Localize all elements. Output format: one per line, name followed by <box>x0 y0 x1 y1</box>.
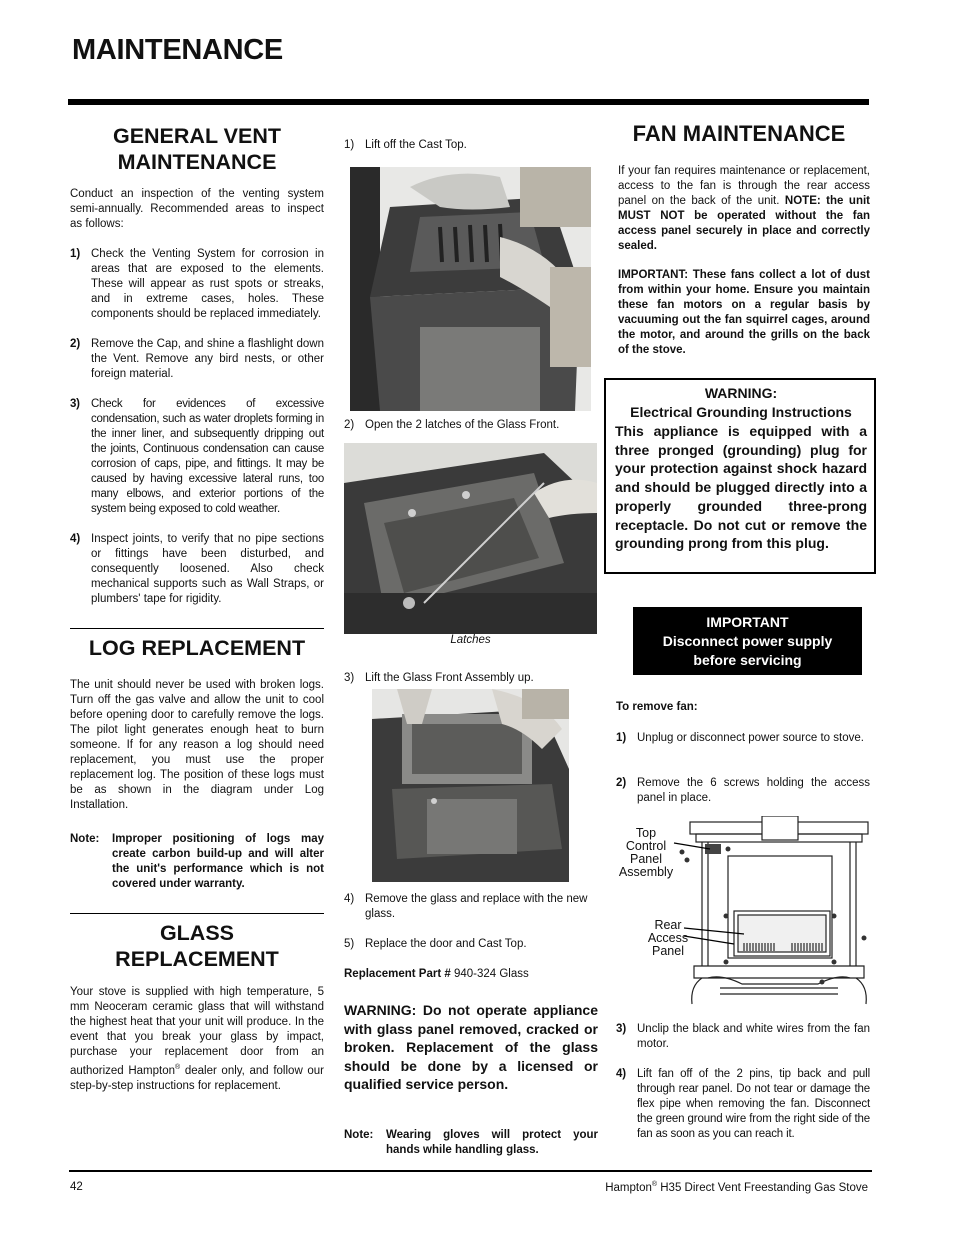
step-number: 1) <box>344 139 355 151</box>
step-number: 1) <box>616 732 627 744</box>
important-line1: IMPORTANT <box>706 614 789 630</box>
general-vent-list <box>70 247 324 607</box>
important-disconnect-box <box>633 607 862 675</box>
item-number: 4) <box>70 533 81 545</box>
glass-replacement-body <box>70 985 324 1094</box>
note-label: Note: <box>344 1129 374 1141</box>
general-vent-heading-line1: GENERAL VENT <box>112 124 282 148</box>
footer-product-name: H35 Direct Vent Freestanding Gas Stove <box>657 1181 868 1194</box>
footer-rule <box>69 1170 872 1172</box>
log-replacement-heading: LOG REPLACEMENT <box>88 636 306 660</box>
glass-step-3 <box>344 671 598 686</box>
step-number: 4) <box>616 1068 626 1080</box>
top-rule <box>68 99 869 105</box>
latches-caption: Latches <box>450 634 491 646</box>
list-item <box>70 532 324 607</box>
step-text: Lift fan off of the 2 pins, tip back and pull through rear panel. Do not tear or damage the flex pipe when removing the fan. Disconnect the green ground wire from the right side of the fan as soon as you can reach it. <box>637 1068 870 1140</box>
note-text: Wearing gloves will protect your hands while handling glass. <box>386 1129 598 1156</box>
page-title: MAINTENANCE <box>72 34 283 66</box>
photo-lift-glass-front <box>372 689 569 882</box>
general-vent-heading <box>70 123 324 175</box>
warning-text: This appliance is equipped with a three pronged (grounding) plug for your protection against shock hazard and should be plugged directly into a properly grounded three-prong receptacle. Do not cut or remove the grounding prong from this plug. <box>615 423 867 552</box>
photo-open-latches <box>344 443 597 634</box>
item-text: Check for evidences of excessive condensation, such as water droplets forming in the inner liner, and subsequently dripping out the joints, Continuous condensation can cause corrosion of caps, pipe, and fittings. It may be caused by having excessive lateral runs, too many elbows, and exterior portions of the system being exposed to cold weather. <box>91 398 324 515</box>
item-number: 3) <box>70 398 80 410</box>
footer-product <box>605 1181 868 1194</box>
glass-note <box>344 1128 598 1158</box>
glass-warning: WARNING: Do not operate appliance with glass panel removed, cracked or broken. Replacement of the glass should be done by a licensed or qualified service person. <box>344 1002 598 1093</box>
step-text: Remove the glass and replace with the new glass. <box>365 893 588 920</box>
glass-step-2 <box>344 418 598 433</box>
step-number: 3) <box>616 1023 627 1035</box>
glass-replacement-heading <box>70 920 324 972</box>
step-text: Lift off the Cast Top. <box>365 139 467 151</box>
important-line2: Disconnect power supply <box>662 633 833 649</box>
general-vent-heading-line2: MAINTENANCE <box>117 150 277 174</box>
glass-step-4 <box>344 892 598 922</box>
label-line: Assembly <box>618 865 674 879</box>
general-vent-intro: Conduct an inspection of the venting system semi-annually. Recommended areas to inspect as follows: <box>70 188 324 230</box>
fan-step-1 <box>616 731 870 746</box>
step-text: Open the 2 latches of the Glass Front. <box>365 419 560 431</box>
step-text: Lift the Glass Front Assembly up. <box>365 672 534 684</box>
label-line: Access <box>647 931 689 945</box>
step-number: 2) <box>344 419 355 431</box>
photo-lift-cast-top <box>350 167 591 411</box>
glass-step-1 <box>344 138 598 153</box>
replacement-part <box>344 967 598 982</box>
registered-mark: ® <box>175 1064 181 1071</box>
note-text: Improper positioning of logs may create carbon build-up and will alter the unit's performance which is not covered under warranty. <box>112 833 324 890</box>
label-line: Top <box>635 826 657 840</box>
step-text: Unplug or disconnect power source to stove. <box>637 732 864 744</box>
fan-step-4 <box>616 1067 870 1142</box>
label-rear-access-panel <box>640 919 696 958</box>
remove-fan-heading: To remove fan: <box>616 701 698 713</box>
glass-step-5 <box>344 937 598 952</box>
glass-heading-line2: REPLACEMENT <box>115 947 279 971</box>
label-line: Rear <box>654 918 682 932</box>
step-number: 2) <box>616 777 627 789</box>
log-replacement-note <box>70 832 324 892</box>
step-text: Remove the 6 screws holding the access panel in place. <box>637 777 870 804</box>
registered-mark: ® <box>651 1181 658 1188</box>
item-text: Inspect joints, to verify that no pipe sections or fittings have been disturbed, and consequently loosened. Also check mechanical supports such as Wall Straps, or plumbers' tape for rigidity. <box>91 533 324 605</box>
glass-body-part1: Your stove is supplied with high temperature, 5 mm Neoceram ceramic glass that will withstand the highest heat that your unit will produce. In the event that you break your glass by impact, purchase your replacement door from an authorized Hampton <box>70 986 324 1077</box>
list-item <box>70 337 324 382</box>
glass-heading-line1: GLASS <box>159 921 235 945</box>
step-text: Replace the door and Cast Top. <box>365 938 527 950</box>
warning-title: WARNING: <box>704 385 778 401</box>
fan-step-3 <box>616 1022 870 1052</box>
page-number: 42 <box>70 1181 83 1193</box>
step-text: Unclip the black and white wires from the fan motor. <box>637 1023 870 1050</box>
important-line3: before servicing <box>693 652 802 668</box>
glass-body-part2: dealer only, and follow our step-by-step instructions for replacement. <box>70 1064 325 1092</box>
fan-maintenance-heading: FAN MAINTENANCE <box>632 121 846 146</box>
warning-subtitle: Electrical Grounding Instructions <box>630 404 852 420</box>
replacement-part-value: 940-324 Glass <box>450 968 529 980</box>
list-item <box>70 247 324 322</box>
fan-intro-text: If your fan requires maintenance or replacement, access to the fan is through the rear access panel on the back of the unit. <box>618 165 870 207</box>
list-item <box>70 397 324 517</box>
section-divider <box>70 913 324 914</box>
label-line: Panel <box>652 944 684 958</box>
log-replacement-body: The unit should never be used with broken logs. Turn off the gas valve and allow the unit to cool before opening door to carefully remove the logs. The pilot light generates enough heat to burn someone. If for any reason a log should need replacement, you must use the proper replacement log. The position of these logs must be as shown in the diagram under Log Installation. <box>70 679 324 811</box>
footer-brand: Hampton <box>605 1181 652 1194</box>
note-label: Note: <box>70 833 100 845</box>
grounding-warning-box <box>604 378 876 574</box>
step-number: 3) <box>344 672 355 684</box>
item-number: 1) <box>70 248 81 260</box>
fan-intro <box>618 164 870 254</box>
item-number: 2) <box>70 338 81 350</box>
item-text: Check the Venting System for corrosion in areas that are exposed to the elements. These will appear as rust spots or streaks, and in extreme cases, holes. These components should be replaced immediately. <box>91 248 324 320</box>
item-text: Remove the Cap, and shine a flashlight down the Vent. Remove any bird nests, or other foreign material. <box>91 338 324 380</box>
label-line: Panel <box>630 852 662 866</box>
fan-intro-note: NOTE: the unit MUST NOT be operated without the fan access panel securely in place and correctly sealed. <box>618 195 870 252</box>
step-number: 4) <box>344 893 355 905</box>
stove-rear-diagram <box>612 816 874 1012</box>
fan-step-2 <box>616 776 870 806</box>
section-divider <box>70 628 324 629</box>
label-top-control-panel <box>612 827 680 879</box>
replacement-part-label: Replacement Part # <box>344 968 451 980</box>
step-number: 5) <box>344 938 355 950</box>
label-line: Control <box>625 839 667 853</box>
fan-important-note: IMPORTANT: These fans collect a lot of dust from within your home. Ensure you maintain these fan motors on a regular basis by vacuuming out the fan squirrel cages, around the motor, and around the grills on the back of the stove. <box>618 269 870 356</box>
